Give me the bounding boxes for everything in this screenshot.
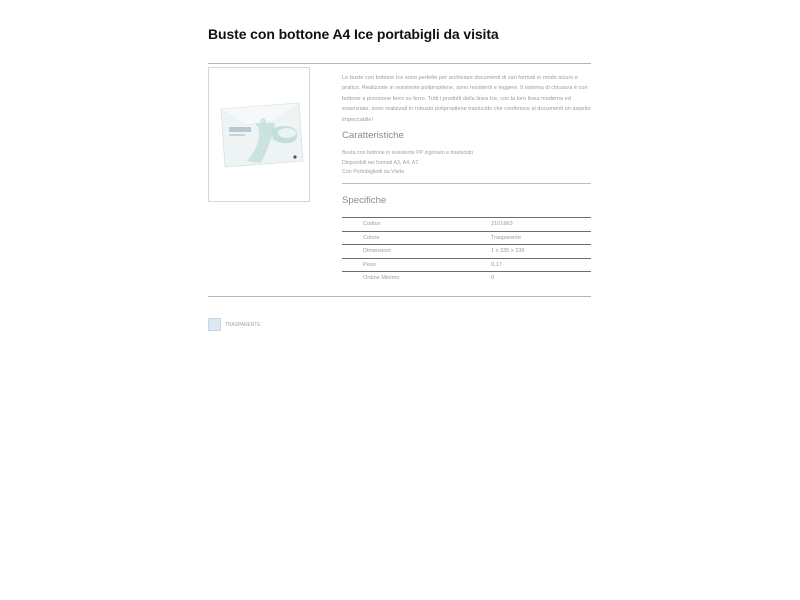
table-row — [342, 245, 591, 259]
list-item: Con Portobiglietti da Visita — [342, 169, 405, 176]
spec-value: 0 — [491, 275, 495, 282]
specs-heading: Specifiche — [342, 195, 387, 206]
bottom-divider — [208, 296, 591, 297]
spec-value: Trasparente — [491, 234, 521, 241]
spec-value: 1 x 335 x 235 — [491, 248, 525, 255]
table-row — [342, 272, 591, 285]
product-description: Le buste con bottone Ice sono perfette per archiviare documenti di vari formati in modo sicuro e pratico. Realizzate in resistente polipropilene, sono resistenti e leggere. Il sistema di chiusura è con bottone a pressione ferro su ferro. Tutti i prodotti della linea Ice, con la loro linea moderna ed essenziale, sono realizzati in robusto polipropilene traslucido che conferisce ai documenti un aspetto impeccabile! — [342, 75, 591, 123]
spec-value: 2101663 — [491, 221, 513, 228]
product-image[interactable] — [208, 67, 310, 202]
color-label: TRASPARENTE — [225, 321, 261, 328]
spec-value: 0,17 — [491, 261, 502, 268]
specs-table — [342, 217, 591, 285]
top-divider — [208, 63, 591, 64]
spec-label: Colore — [363, 234, 380, 241]
spec-label: Dimensioni — [363, 248, 391, 255]
page-title: Buste con bottone A4 Ice portabigli da visita — [208, 26, 499, 42]
color-option[interactable] — [208, 318, 260, 331]
spec-label: Codice — [363, 221, 381, 228]
table-row — [342, 218, 591, 232]
features-divider — [342, 183, 591, 184]
features-heading: Caratteristiche — [342, 130, 404, 141]
table-row — [342, 258, 591, 272]
list-item: Busta con bottone in resistente PP zigrinato e traslucido — [342, 150, 474, 156]
spec-label: Peso — [363, 261, 376, 268]
table-row — [342, 231, 591, 245]
features-list — [342, 149, 473, 178]
document-envelope-icon — [215, 101, 305, 171]
color-swatch[interactable] — [208, 318, 221, 331]
list-item: Disponibili nei formati A3, A4, A7. — [342, 159, 420, 166]
spec-label: Ordine Minimo — [363, 275, 400, 282]
